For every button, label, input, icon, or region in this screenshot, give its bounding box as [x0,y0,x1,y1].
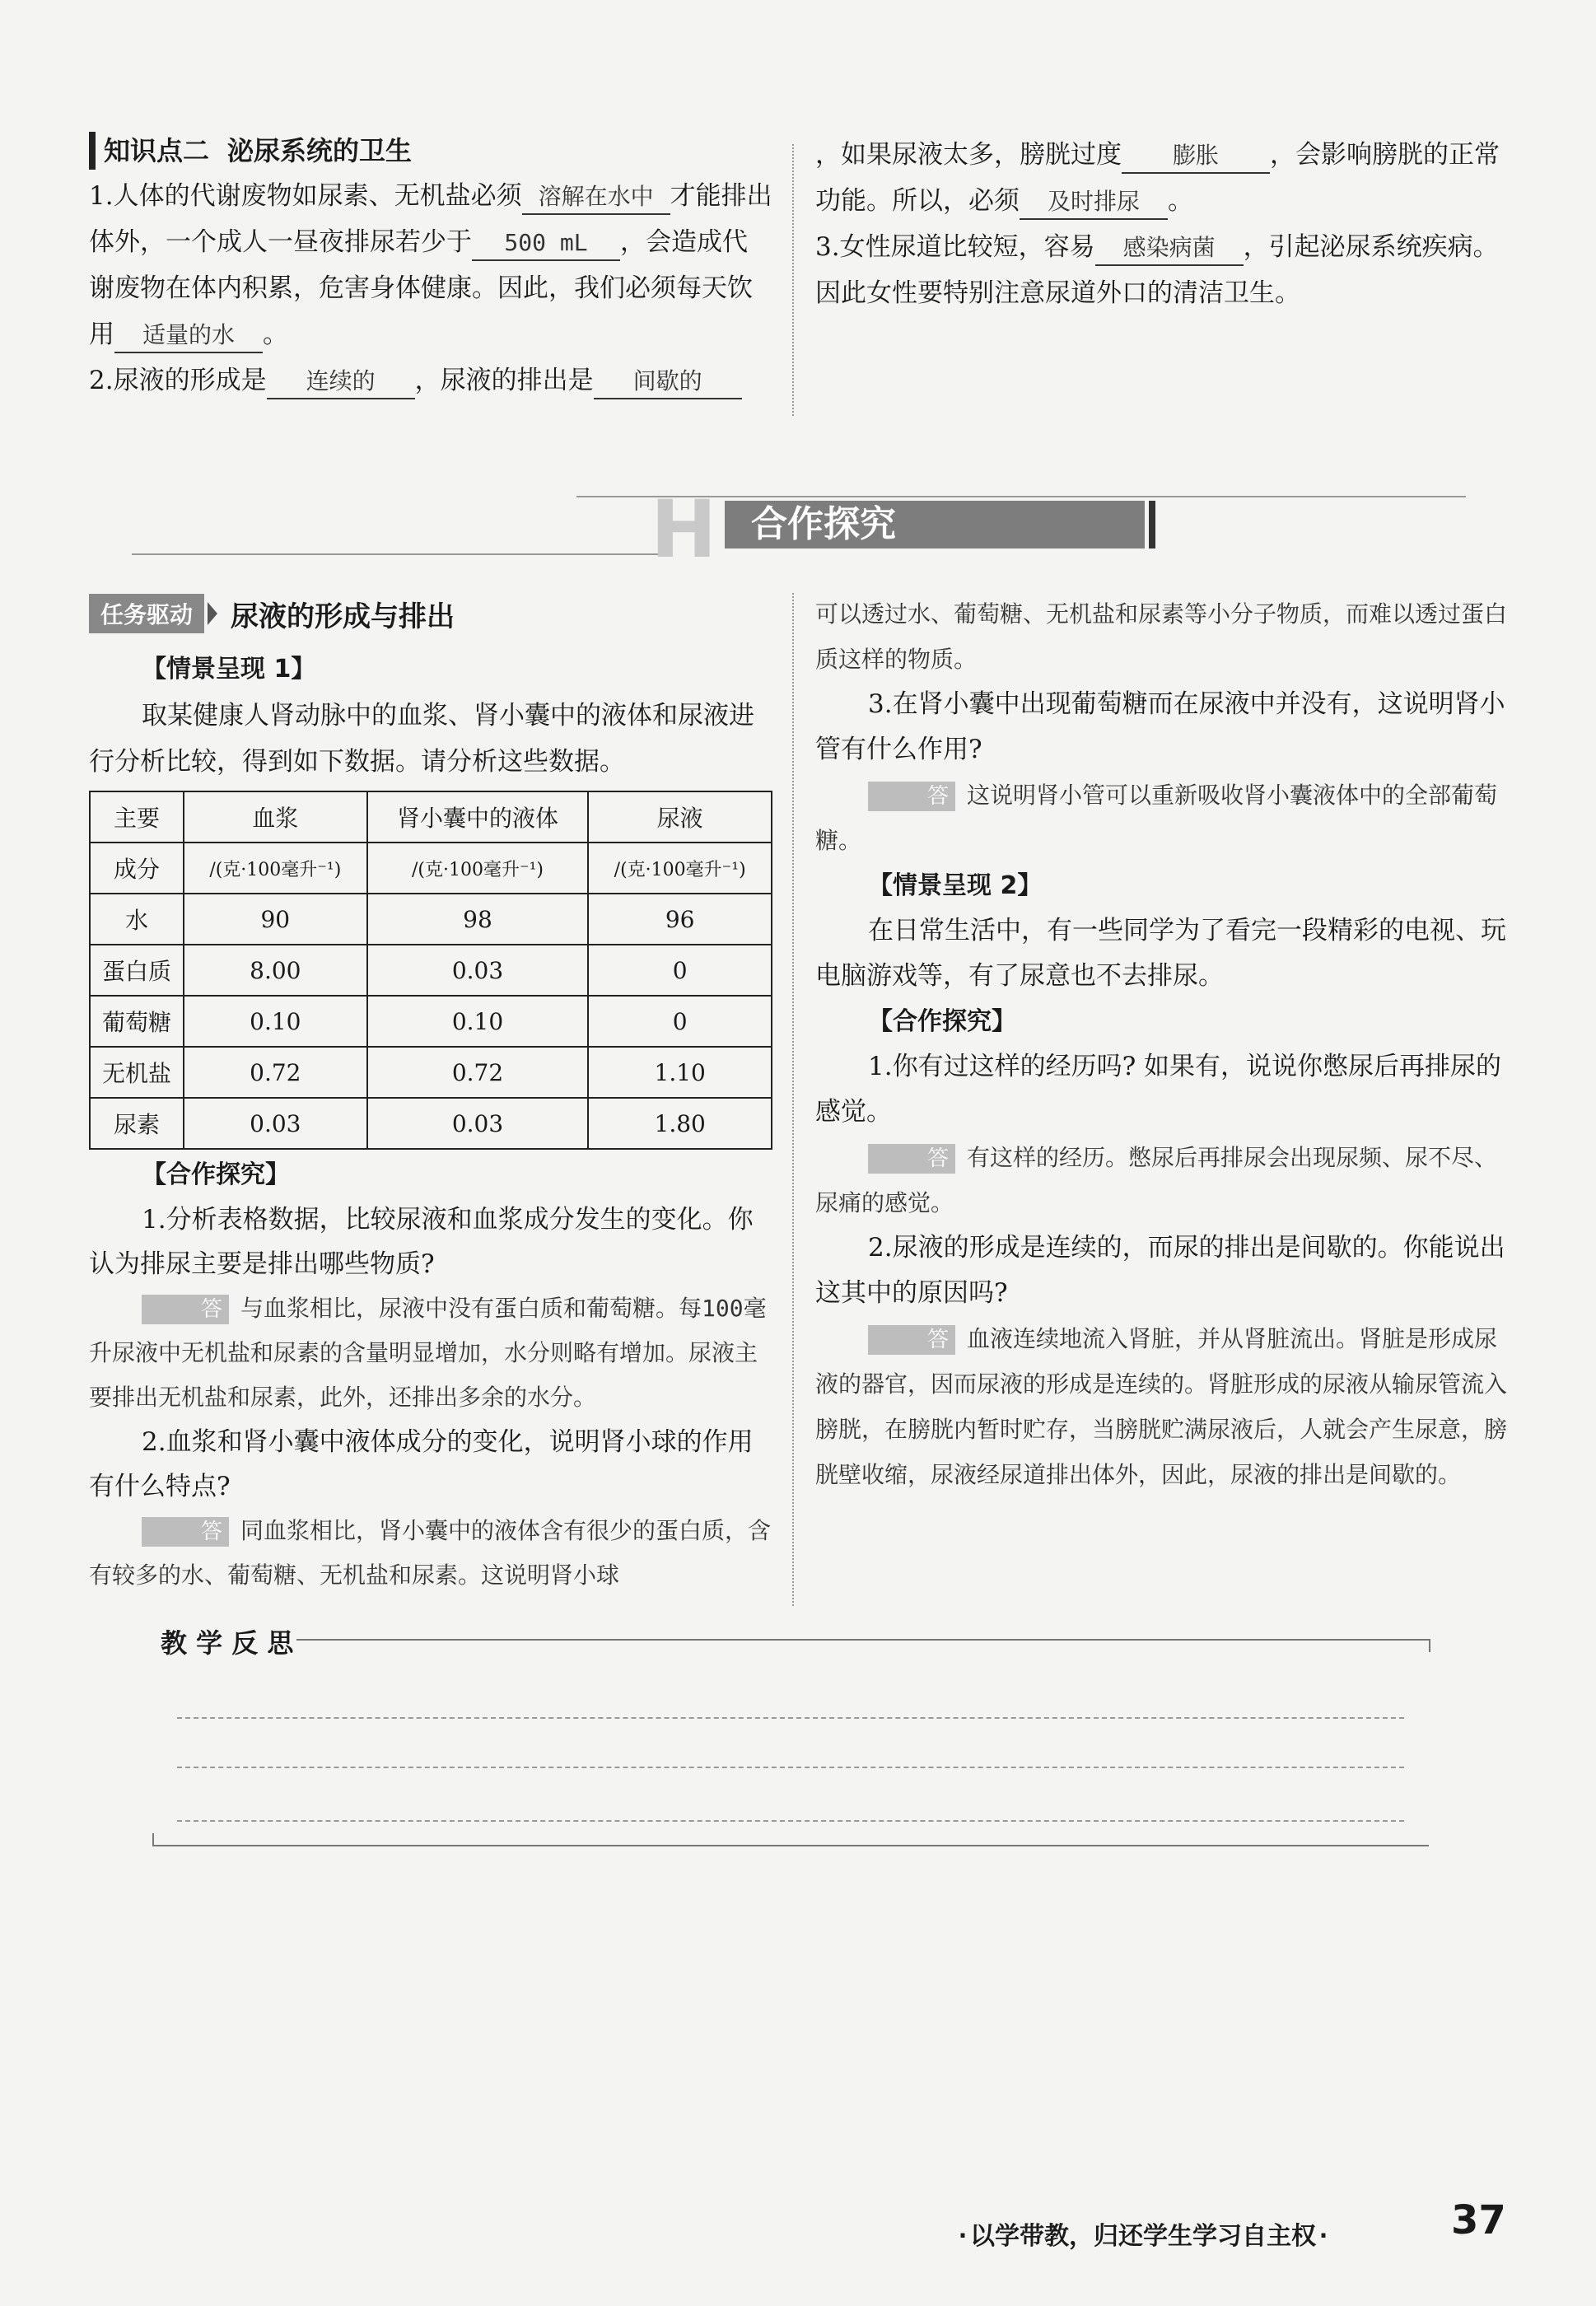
table-cell: 蛋白质 [90,945,184,996]
scene-2-label: 【情景呈现 2】 [868,871,1043,900]
knowledge-point-title: 泌尿系统的卫生 [227,135,413,166]
task-arrow-icon [208,602,217,625]
reflection-top-rule [296,1639,1429,1641]
table-row [90,894,772,945]
table-row [90,1047,772,1098]
page-number: 37 [1451,2197,1506,2243]
answer-mark-icon: 答 [142,1295,229,1324]
table-cell: 0.03 [367,1098,589,1149]
knowledge-point-label: 知识点二 [104,135,210,166]
reflection-left-tick [152,1833,154,1846]
explore-1-a1 [89,1286,772,1420]
reflection-right-tick [1429,1639,1430,1652]
task-header [89,593,455,634]
explore-1-a2 [89,1509,772,1598]
knowledge-point-heading [89,132,772,170]
table-unit-cell: /(克·100毫升⁻¹) [184,843,367,894]
reflection-line-3 [177,1820,1404,1822]
table-header-cell: 成分 [90,843,184,894]
knowledge-point-2-left [89,132,772,404]
q3-text-b: ，引起泌尿系统疾病。因此女性要特别注意尿道外口的清洁卫生。 [815,232,1499,308]
explore-2-a1 [815,1135,1507,1225]
q2-text-e: 。 [1168,186,1193,216]
table-row [90,1098,772,1149]
table-cell: 0.10 [367,996,589,1047]
explore-1-q1: 1.分析表格数据，比较尿液和血浆成分发生的变化。你认为排尿主要是排出哪些物质? [89,1205,754,1279]
explore-right [815,591,1507,1497]
q1-text-c: ，会造成代谢废物在体内积累，危害身体健康。因此，我们必须每天饮用 [89,227,753,349]
banner-letter: H [651,483,717,576]
scene-2-text: 在日常生活中，有一些同学为了看完一段精彩的电视、玩电脑游戏等，有了尿意也不去排尿。 [815,916,1506,991]
explore-2-label: 【合作探究】 [868,1007,1016,1036]
table-header-cell: 肾小囊中的液体 [367,791,589,843]
explore-1-a2-text: 同血浆相比，肾小囊中的液体含有很少的蛋白质，含有较多的水、葡萄糖、无机盐和尿素。这说明肾小球 [89,1517,772,1589]
table-header-row-1 [90,791,772,843]
scene-1-label: 【情景呈现 1】 [142,655,316,684]
answer-mark-icon: 答 [142,1517,229,1547]
question-3 [815,224,1507,316]
task-title: 尿液的形成与排出 [231,600,455,633]
table-row [90,996,772,1047]
question-1 [89,173,772,357]
table-cell: 0.03 [367,945,589,996]
table-cell: 无机盐 [90,1047,184,1098]
answer-mark-icon: 答 [868,1325,955,1355]
explore-1-label: 【合作探究】 [142,1160,290,1189]
table-cell: 98 [367,894,589,945]
q1-text-b: 才能排出体外，一个成人一昼夜排尿若少于 [89,181,772,257]
explore-1-q3: 3.在肾小囊中出现葡萄糖而在尿液中并没有，这说明肾小管有什么作用? [815,689,1505,764]
q2-text-a: 2.尿液的形成是 [89,366,267,395]
explore-2-a2-text: 血液连续地流入肾脏，并从肾脏流出。肾脏是形成尿液的器官，因而尿液的形成是连续的。肾脏形成的尿液从输尿管流入膀胱，在膀胱内暂时贮存，当膀胱贮满尿液后，人就会产生尿意，膀胱壁收缩，尿液经尿道排出体外，因此，尿液的排出是间歇的。 [815,1325,1508,1488]
explore-1-a3-text: 这说明肾小管可以重新吸收肾小囊液体中的全部葡萄糖。 [815,782,1498,854]
table-cell: 0.72 [184,1047,367,1098]
reflection-bottom-rule [152,1845,1429,1846]
q1-blank-1: 溶解在水中 [522,180,670,215]
column-divider-main [792,593,794,1606]
q3-text-a: 3.女性尿道比较短，容易 [815,232,1095,262]
q1-blank-3: 适量的水 [114,319,263,353]
table-header-cell: 主要 [90,791,184,843]
task-tag: 任务驱动 [89,594,204,633]
table-cell: 1.10 [588,1047,772,1098]
explore-1-a2-continued: 可以透过水、葡萄糖、无机盐和尿素等小分子物质，而难以透过蛋白质这样的物质。 [815,600,1508,673]
explore-2-a2 [815,1316,1507,1497]
explore-2-a1-text: 有这样的经历。憋尿后再排尿会出现尿频、尿不尽、尿痛的感觉。 [815,1144,1498,1216]
q2-text-d: ，会影响膀胱的正常功能。所以，必须 [815,140,1500,216]
question-2-end [815,132,1507,224]
reflection-line-2 [177,1767,1404,1768]
table-cell: 0 [588,945,772,996]
explore-2-q1: 1.你有过这样的经历吗? 如果有，说说你憋尿后再排尿的感觉。 [815,1052,1502,1127]
footer-slogan: ·以学带教，归还学生学习自主权· [955,2222,1332,2251]
table-row [90,945,772,996]
column-divider-top [792,144,794,416]
q1-text-d: 。 [263,320,288,349]
q1-blank-2: 500 mL [472,226,620,261]
banner-bar [1149,501,1155,548]
table-header-cell: 尿液 [588,791,772,843]
scene-1-text: 取某健康人肾动脉中的血浆、肾小囊中的液体和尿液进行分析比较，得到如下数据。请分析这些数据。 [89,701,754,777]
table-cell: 90 [184,894,367,945]
answer-mark-icon: 答 [868,1144,955,1174]
table-cell: 8.00 [184,945,367,996]
banner-title: 合作探究 [751,503,896,545]
explore-1-q2: 2.血浆和肾小囊中液体成分的变化，说明肾小球的作用有什么特点? [89,1427,754,1501]
q2-text-c: ，如果尿液太多，膀胱过度 [815,140,1122,170]
table-cell: 96 [588,894,772,945]
composition-table [89,791,772,1150]
explore-1-left [89,1153,772,1598]
table-cell: 0.72 [367,1047,589,1098]
q2-blank-2: 间歇的 [594,365,742,399]
table-unit-cell: /(克·100毫升⁻¹) [367,843,589,894]
scene-1 [89,647,772,785]
q2-blank-3: 膨胀 [1122,139,1270,174]
table-cell: 0.10 [184,996,367,1047]
banner-rule-left [132,553,659,555]
table-cell: 水 [90,894,184,945]
table-cell: 尿素 [90,1098,184,1149]
q2-text-b: ，尿液的排出是 [414,366,594,395]
table-header-cell: 血浆 [184,791,367,843]
q2-blank-4: 及时排尿 [1020,185,1168,220]
table-cell: 0 [588,996,772,1047]
explore-1-a1-text: 与血浆相比，尿液中没有蛋白质和葡萄糖。每100毫升尿液中无机盐和尿素的含量明显增加，水分则略有增加。尿液主要排出无机盐和尿素，此外，还排出多余的水分。 [89,1295,767,1411]
q1-text-a: 1.人体的代谢废物如尿素、无机盐必须 [89,181,522,211]
table-unit-cell: /(克·100毫升⁻¹) [588,843,772,894]
table-cell: 0.03 [184,1098,367,1149]
reflection-label: 教 学 反 思 [161,1627,294,1659]
question-2-start [89,357,772,404]
knowledge-point-2-right [815,132,1507,316]
explore-1-a3 [815,773,1507,863]
q2-blank-1: 连续的 [267,365,415,399]
q3-blank-1: 感染病菌 [1095,231,1244,266]
table-cell: 葡萄糖 [90,996,184,1047]
section-banner [132,483,1466,576]
reflection-line-1 [177,1717,1404,1719]
table-header-row-2 [90,843,772,894]
answer-mark-icon: 答 [868,782,955,811]
explore-2-q2: 2.尿液的形成是连续的，而尿的排出是间歇的。你能说出这其中的原因吗? [815,1233,1505,1308]
table-cell: 1.80 [588,1098,772,1149]
